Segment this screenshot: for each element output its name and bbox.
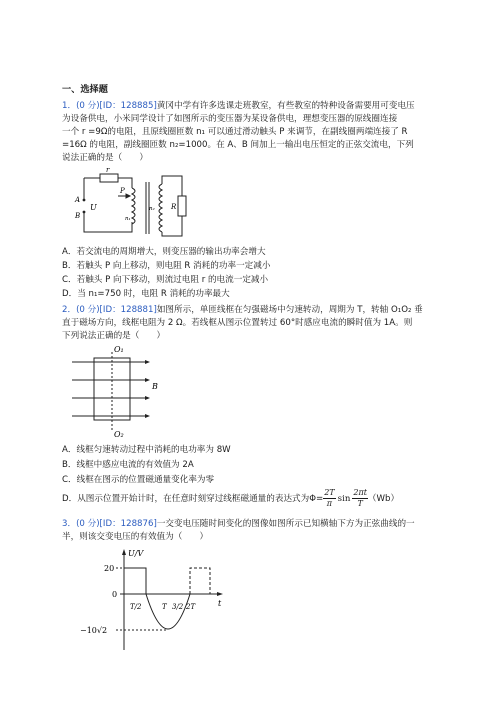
q1-transformer-diagram (70, 166, 200, 242)
q3-fig-t4: 2T (186, 603, 196, 611)
q1-fig-A: A (75, 196, 81, 204)
q1-option-b: B．若触头 P 向上移动，则电阻 R 消耗的功率一定减小 (62, 261, 271, 271)
q3-fig-t2: T (162, 603, 167, 611)
q2-text-1: 如图所示，单匝线框在匀强磁场中匀速转动，周期为 T，转轴 O₁O₂ 垂 (156, 305, 423, 315)
q1-fig-n1: n₁ (125, 216, 131, 222)
q2-option-d-text: D．从图示位置开始计时，在任意时刻穿过线框磁通量的表达式为Φ= (62, 494, 324, 504)
q1-fig-r: r (106, 166, 110, 174)
q1-option-c: C．若触头 P 向下移动，则流过电阻 r 的电流一定减小 (62, 275, 269, 285)
q3-line2: 半，则该交变电压的有效值为（ ） (62, 532, 209, 542)
q2-frac2-den: T (357, 499, 363, 508)
q1-option-d: D．当 n₁=750 时，电阻 R 消耗的功率最大 (62, 289, 230, 299)
q3-fig-t3: 3/2 (172, 603, 184, 611)
q2-fig-O1: O₁ (114, 345, 124, 354)
q1-line5: 说法正确的是（ ） (62, 153, 148, 163)
q1-line2: 为设备供电，小米同学设计了如图所示的变压器为某设备供电，理想变压器的原线圈连接 (62, 114, 398, 124)
q2-option-a: A．线框匀速转动过程中消耗的电功率为 8W (62, 445, 231, 455)
q2-fig-B: B (152, 382, 158, 391)
q1-text-1: 黄冈中学有许多选课走班教室，有些教室的特种设备需要用可变电压 (156, 101, 415, 111)
q1-line3: 一个 r =9Ω的电阻，且原线圈匝数 n₁ 可以通过滑动触头 P 来调节，在副线圈两端连接了 R (62, 127, 408, 137)
q2-formula-frac2 (352, 488, 368, 509)
q2-number: 2． (62, 305, 77, 315)
q2-fig-O2: O₂ (114, 430, 124, 438)
q2-frac1-den: π (326, 499, 333, 508)
q2-line1 (62, 304, 423, 316)
q1-option-a: A．若交流电的周期增大，则变压器的输出功率会增大 (62, 247, 266, 257)
q2-frac1-num: 2T (324, 488, 335, 497)
q3-line1 (62, 518, 415, 530)
q3-fig-yneg: −10√2 (80, 626, 108, 635)
q2-option-c: C．线框在图示的位置磁通量变化率为零 (62, 475, 215, 485)
section-title: 一、选择题 (62, 84, 108, 95)
q3-fig-y0: 0 (112, 590, 118, 599)
q2-frac2-num: 2πt (353, 488, 367, 497)
q1-fig-U: U (90, 203, 97, 212)
q3-fig-y20: 20 (104, 564, 115, 573)
q1-fig-B: B (75, 212, 81, 220)
q2-line3: 下列说法正确的是（ ） (62, 331, 166, 341)
q1-line4: =16Ω 的电阻，副线圈匝数 n₂=1000。在 A、B 间加上一输出电压恒定的正弦交流电，下列 (62, 140, 414, 150)
q2-option-b: B．线框中感应电流的有效值为 2A (62, 460, 194, 470)
q3-fig-ylabel: U/V (128, 549, 144, 558)
q2-option-d-unit: （Wb） (367, 494, 400, 504)
q1-id: (0 分)[ID：128885] (76, 101, 157, 111)
q3-text-1: 一交变电压随时间变化的图像如图所示已知横轴下方为正弦曲线的一 (156, 519, 415, 529)
q3-voltage-graph (80, 546, 230, 656)
q3-fig-tlabel: t (218, 599, 222, 608)
q2-formula-frac1 (323, 488, 335, 509)
q2-option-d (62, 488, 399, 509)
q1-fig-R: R (171, 203, 177, 211)
q3-number: 3． (62, 519, 77, 529)
q2-id: (0 分)[ID：128881] (76, 305, 157, 315)
q3-fig-t1: T/2 (130, 603, 142, 611)
q2-coil-field-diagram (72, 344, 172, 438)
q2-formula-sin: sin (337, 494, 351, 504)
q1-fig-P: P (120, 187, 125, 195)
q3-id: (0 分)[ID：128876] (76, 519, 157, 529)
q1-number: 1． (62, 101, 77, 111)
q1-line1 (62, 100, 415, 112)
q2-line2: 直于磁场方向，线框电阻为 2 Ω。若线框从图示位置转过 60°时感应电流的瞬时值为 1A。则 (62, 318, 413, 328)
q1-fig-n2: n₂ (149, 206, 155, 212)
